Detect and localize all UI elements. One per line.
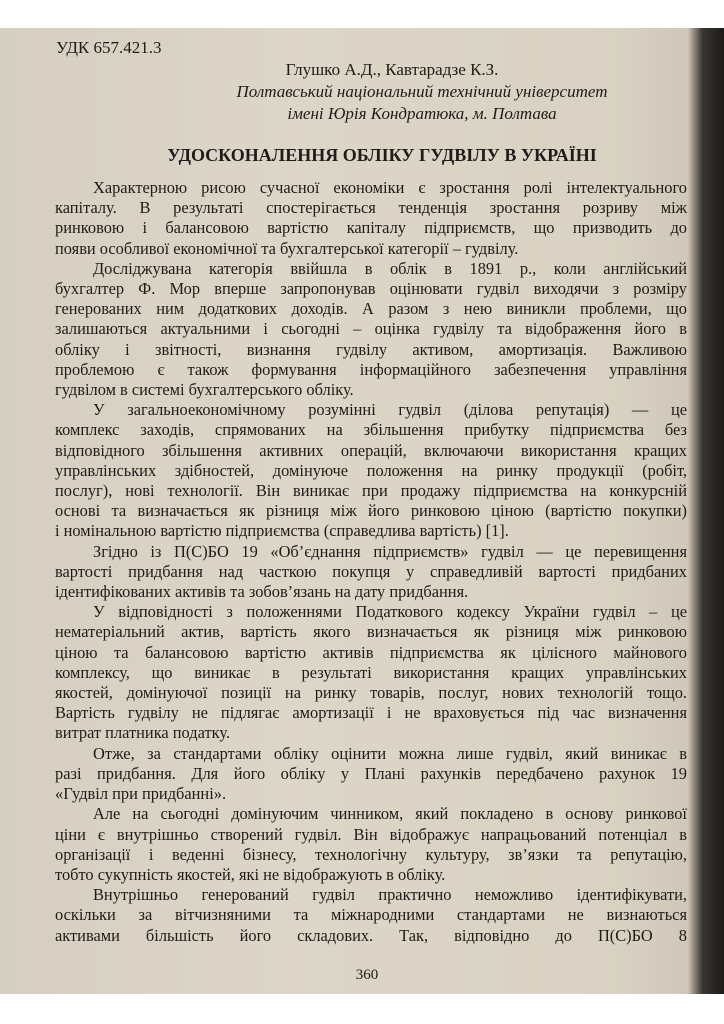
text-line: Характерною рисою сучасної економіки є зростання ролі інтелектуального — [93, 178, 687, 197]
text-line: відповідного збільшення активних операцій, включаючи використання кращих — [55, 440, 687, 460]
text-line: активами більшість його складових. Так, відповідно до П(С)БО 8 — [55, 925, 687, 945]
text-line: капіталу. В результаті спостерігається тенденція зростання розриву між — [55, 198, 687, 218]
text-line: Вартість гудвілу не підлягає амортизації і не враховується під час визначення — [55, 703, 687, 723]
article-body — [55, 178, 687, 946]
text-line: основі та визначається як різниця між його ринковою ціною (вартістю покупки) — [55, 501, 687, 521]
authors: Глушко А.Д., Кавтарадзе К.З. — [285, 60, 499, 79]
text-line: появи особливої економічної та бухгалтерської категорії – гудвілу. — [55, 238, 519, 258]
text-line: Але на сьогодні домінуючим чинником, який покладено в основу ринкової — [93, 804, 687, 824]
text-line: Отже, за стандартами обліку оцінити можна лише гудвіл, який виникає в — [93, 743, 687, 763]
text-line: ціни є внутрішньо створений гудвіл. Він відображує напрацьований потенціал в — [55, 824, 687, 844]
paragraph — [55, 602, 687, 743]
text-line: Внутрішньо генерований гудвіл практично неможливо ідентифікувати, — [93, 885, 687, 905]
text-line: комплексу, що виникає в результаті використання кращих управлінських — [55, 662, 687, 682]
text-line: Згідно із П(С)БО 19 «Об’єднання підприємств» гудвіл — це перевищення — [93, 541, 687, 561]
text-line: нематеріальний актив, вартість якого визначається як різниця між ринковою — [55, 622, 687, 642]
text-line: залишаються актуальними і сьогодні – оцінка гудвілу та відображення його в — [55, 319, 687, 339]
text-line: У відповідності з положеннями Податкового кодексу України гудвіл – це — [93, 602, 687, 622]
institution-line-1: Полтавський національний технічний університет — [236, 82, 608, 101]
text-line: управлінських здібностей, домінуюче положення на ринку продукції (робіт, — [55, 460, 687, 480]
text-line: тобто сукупність якостей, які не відображують в обліку. — [55, 864, 446, 884]
paragraph — [55, 885, 687, 946]
text-line: ідентифікованих активів та зобов’язань на дату придбання. — [55, 582, 469, 602]
text-line: і номінальною вартістю підприємства (справедлива вартість) [1]. — [55, 521, 509, 541]
text-line: організації і веденні бізнесу, технологічну культуру, зв’язки та репутацію, — [55, 844, 687, 864]
photo-background — [0, 0, 724, 28]
text-line: бухгалтер Ф. Мор вперше запропонував оцінювати гудвіл виходячи з розміру — [55, 279, 687, 299]
text-line: послуг), нові технології. Він виникає при продажу підприємства на конкурсній — [55, 481, 687, 501]
text-line: оскільки за вітчизняними та міжнародними стандартами не визнаються — [55, 905, 687, 925]
page-number: 360 — [355, 967, 379, 983]
text-line: гудвілом в системі бухгалтерського обліку. — [55, 380, 354, 400]
text-line: проблемою є також формування інформаційного забезпечення управління — [55, 359, 687, 379]
text-line: обліку і звітності, визнання гудвілу активом, амортизація. Важливою — [55, 339, 687, 359]
text-line: вартості придбання над часткою покупця у справедливій вартості придбаних — [55, 561, 687, 581]
text-line: Досліджувана категорія ввійшла в облік в 1891 р., коли англійський — [93, 258, 687, 278]
text-line: ціною та балансовою вартістю активів підприємства як цілісного майнового — [55, 642, 687, 662]
paragraph — [55, 804, 687, 885]
article-title: УДОСКОНАЛЕННЯ ОБЛІКУ ГУДВІЛУ В УКРАЇНІ — [167, 145, 597, 165]
udk-code: УДК 657.421.3 — [56, 38, 162, 57]
text-line: разі придбання. Для його обліку у Плані рахунків передбачено рахунок 19 — [55, 763, 687, 783]
text-line: генерованих ним додаткових доходів. А разом з нею виникли проблеми, що — [55, 299, 687, 319]
text-line: якостей, домінуючої позиції на ринку товарів, послуг, нових технологій тощо. — [55, 683, 687, 703]
paragraph — [55, 744, 687, 805]
paragraph — [55, 400, 687, 541]
text-line: «Гудвіл при придбанні». — [55, 784, 227, 804]
text-line: витрат платника податку. — [55, 723, 231, 743]
text-line: У загальноекономічному розумінні гудвіл (ділова репутація) — це — [93, 400, 687, 420]
paragraph — [55, 259, 687, 400]
paragraph — [55, 542, 687, 603]
institution-line-2: імені Юрія Кондратюка, м. Полтава — [287, 104, 557, 123]
text-line: комплекс заходів, спрямованих на збільшення прибутку підприємства без — [55, 420, 687, 440]
text-line: ринковою і балансовою вартістю капіталу підприємств, що призводить до — [55, 218, 687, 238]
paragraph — [55, 178, 687, 259]
